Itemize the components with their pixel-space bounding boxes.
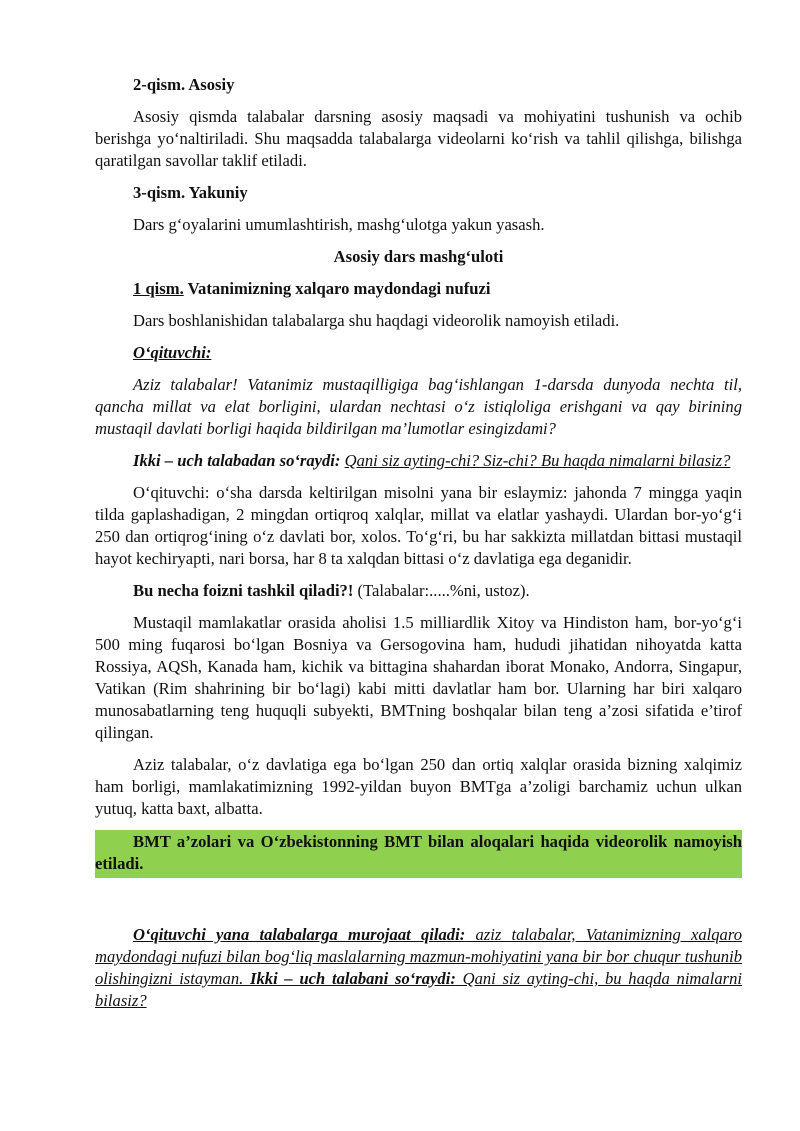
teacher-label: O‘qituvchi: xyxy=(133,343,212,362)
part1-label: 1 qism. xyxy=(133,279,184,298)
part2-text: Asosiy qismda talabalar darsning asosiy maqsadi va mohiyatini tushunish va ochib berishga yo‘naltiriladi. Shu maqsadda talabalarga videolarni ko‘rish va tahlil qilishga, bilishga qaratilgan savollar taklif etiladi. xyxy=(95,107,742,170)
part3-heading: 3-qism. Yakuniy xyxy=(133,183,248,202)
ask-paragraph xyxy=(95,450,742,472)
blank-space xyxy=(95,878,742,924)
closing-ask-label: Ikki – uch talabani so‘raydi: xyxy=(250,969,456,988)
countries-text: Mustaqil mamlakatlar orasida aholisi 1.5 milliardlik Xitoy va Hindiston ham, bor-yo‘g‘i 500 ming fuqarosi bo‘lgan Bosniya va Gersogovina ham, hududi jihatidan nihoyatda katta Rossiya, AQSh, Kanada ham, kichik va bittagina shahardan iborat Monako, Andorra, Singapur, Vatikan (Rim shahrining bir bo‘lagi) kabi mitti davlatlar ham bor. Ularning har biri xalqaro munosabatlarning teng huquqli subyekti, BMTning boshqalar bilan teng a’zosi sifatida e’tirof qilingan. xyxy=(95,613,742,742)
closing-label: O‘qituvchi yana talabalarga murojaat qiladi: xyxy=(133,925,466,944)
main-title: Asosiy dars mashg‘uloti xyxy=(333,247,504,266)
teacher-example: O‘qituvchi: o‘sha darsda keltirilgan misolni yana bir eslaymiz: jahonda 7 mingga yaqin tilda gaplashadigan, 2 mingdan ortiqroq xalqlar, millat va elatlar yashaydi. Ulardan bor-yo‘g‘i 250 dan ortiqrog‘ining o‘z davlati bor, xolos. To‘g‘ri, bu har sakkizta millatdan bittasi mustaqil hayot kechiryapti, nari borsa, har 8 ta xalqdan bittasi o‘z davlatiga ega deganidir. xyxy=(95,483,742,568)
video-highlight: BMT a’zolari va O‘zbekistonning BMT bilan aloqalari haqida videorolik namoyish etiladi. xyxy=(95,830,742,878)
ask-question: Qani siz ayting-chi? Siz-chi? Bu haqda nimalarni bilasiz? xyxy=(344,451,731,470)
un-text: Aziz talabalar, o‘z davlatiga ega bo‘lgan 250 dan ortiq xalqlar orasida bizning xalqimiz ham borligi, mamlakatimizning 1992-yildan buyon BMTga a’zoligi barchamiz uchun ulkan yutuq, katta baxt, albatta. xyxy=(95,755,742,818)
teacher-question: Aziz talabalar! Vatanimiz mustaqilligiga bag‘ishlangan 1-darsda dunyoda nechta til, qancha millat va elat borligini, ulardan nechtasi o‘z istiqloliga erishgani va qay birining mustaqil davlati borligi haqida bildirilgan ma’lumotlar esingizdami? xyxy=(95,375,742,438)
percent-paragraph xyxy=(95,580,742,602)
closing-paragraph xyxy=(95,924,742,1012)
closing-ask-text: Qani siz ayting-chi, bu haqda nimalarni bilasiz? xyxy=(95,969,742,1010)
percent-question: Bu necha foizni tashkil qiladi?! xyxy=(133,581,354,600)
part1-intro: Dars boshlanishidan talabalarga shu haqdagi videorolik namoyish etiladi. xyxy=(133,311,620,330)
part3-text: Dars g‘oyalarini umumlashtirish, mashg‘ulotga yakun yasash. xyxy=(133,215,545,234)
percent-answer: (Talabalar:.....%ni, ustoz). xyxy=(353,581,530,600)
closing-text: aziz talabalar, Vatanimizning xalqaro maydondagi nufuzi bilan bog‘liq maslalarning mazmun-mohiyatini yana bir bor chuqur tushunib olishingizni istayman. xyxy=(95,925,742,988)
part2-heading: 2-qism. Asosiy xyxy=(133,75,235,94)
document-page xyxy=(95,74,742,1010)
closing-wrapper xyxy=(95,924,742,1010)
part1-title: Vatanimizning xalqaro maydondagi nufuzi xyxy=(183,279,491,298)
part1-heading xyxy=(95,278,742,300)
ask-label: Ikki – uch talabadan so‘raydi: xyxy=(133,451,341,470)
